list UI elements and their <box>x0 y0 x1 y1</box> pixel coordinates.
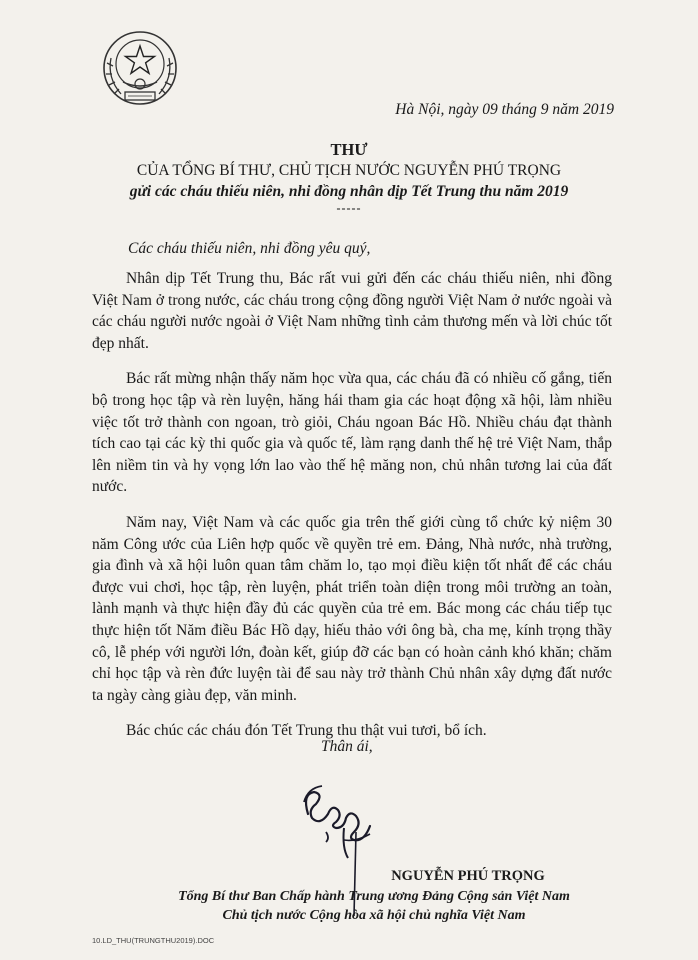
body-paragraph: Năm nay, Việt Nam và các quốc gia trên thế giới cùng tổ chức kỷ niệm 30 năm Công ước của Liên hợp quốc về quyền trẻ em. Đảng, Nhà nước, nhà trường, gia đình và xã hội luôn quan tâm chăm lo, tạo mọi điều kiện tốt nhất để các cháu được vui chơi, học tập, rèn luyện, phát triển toàn diện trong môi trường an toàn, lành mạnh và thực hiện đầy đủ các quyền của trẻ em. Bác mong các cháu tiếp tục thực hiện tốt Năm điều Bác Hồ dạy, hiếu thảo với ông bà, cha mẹ, kính trọng thầy cô, lễ phép với người lớn, đoàn kết, giúp đỡ các bạn có hoàn cảnh khó khăn; chăm chỉ học tập và rèn đức luyện tài để sau này trở thành Chủ nhân xây dựng đất nước ta ngày càng giàu đẹp, văn minh. <box>92 513 612 704</box>
body-paragraph: Bác chúc các cháu đón Tết Trung thu thật vui tươi, bổ ích. <box>126 722 487 740</box>
national-emblem-icon <box>97 28 183 110</box>
letter-subtitle-recipients: gửi các cháu thiếu niên, nhi đồng nhân dịp Tết Trung thu năm 2019 <box>129 183 569 200</box>
salutation: Các cháu thiếu niên, nhi đồng yêu quý, <box>128 240 371 257</box>
signer-name: NGUYỄN PHÚ TRỌNG <box>391 868 545 884</box>
place-date: Hà Nội, ngày 09 tháng 9 năm 2019 <box>395 101 614 118</box>
letter-body <box>92 268 612 756</box>
signer-title-state: Chủ tịch nước Cộng hòa xã hội chủ nghĩa Việt Nam <box>222 908 526 923</box>
body-paragraph: Bác rất mừng nhận thấy năm học vừa qua, các cháu đã có nhiều cố gắng, tiến bộ trong học tập và rèn luyện, hăng hái tham gia các hoạt động xã hội, làm nhiều việc tốt trở thành con ngoan, trò giỏi, Cháu ngoan Bác Hồ. Nhiều cháu đạt thành tích cao tại các kỳ thi quốc gia và quốc tế, làm rạng danh thế hệ trẻ Việt Nam, thắp lên niềm tin và hy vọng lớn lao vào thế hệ măng non, chủ nhân tương lai của đất nước. <box>92 370 612 496</box>
letter-title: THƯ <box>330 140 368 159</box>
file-code: 10.LD_THU(TRUNGTHU2019).DOC <box>92 936 215 945</box>
letter-subtitle-author: CỦA TỔNG BÍ THƯ, CHỦ TỊCH NƯỚC NGUYỄN PHÚ TRỌNG <box>136 162 562 179</box>
body-paragraph: Nhân dịp Tết Trung thu, Bác rất vui gửi đến các cháu thiếu niên, nhi đồng Việt Nam ở trong nước, các cháu trong cộng đồng người Việt Nam ở nước ngoài và các cháu người nước ngoài ở Việt Nam những tình cảm thương mến và lời chúc tốt đẹp nhất. <box>92 270 612 352</box>
signer-title-party: Tổng Bí thư Ban Chấp hành Trung ương Đảng Cộng sản Việt Nam <box>178 889 570 904</box>
title-separator: ----- <box>336 201 362 215</box>
closing: Thân ái, <box>321 738 373 755</box>
